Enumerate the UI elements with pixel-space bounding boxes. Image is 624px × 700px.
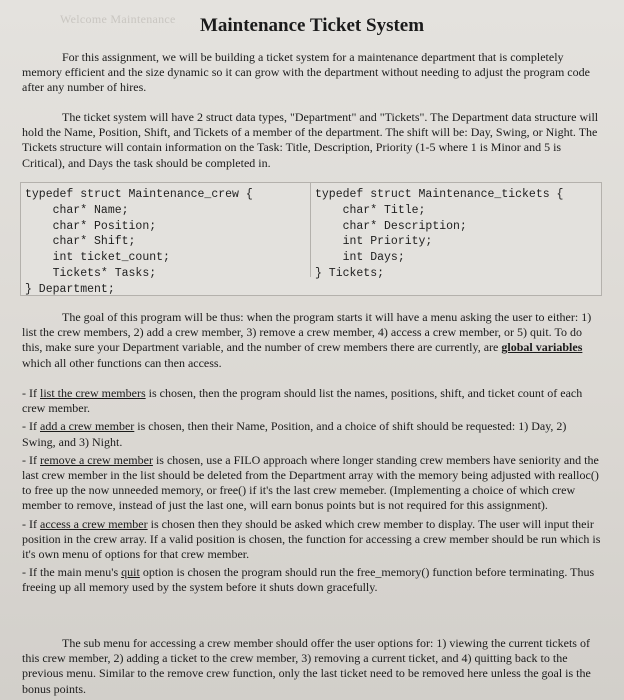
access-crew-link: access a crew member — [40, 516, 148, 531]
goal-paragraph — [22, 310, 602, 371]
global-variables-emphasis: global variables — [501, 340, 583, 355]
bullet-prefix: - If — [22, 419, 40, 434]
list-item — [22, 517, 602, 563]
bullet-prefix: - If the main menu's — [22, 565, 122, 580]
goal-tail: which all other functions can then access. — [22, 355, 222, 370]
crew-struct-code: typedef struct Maintenance_crew { char* Name; char* Position; char* Shift; int ticket_count; Tickets* Tasks; } Department; — [25, 188, 253, 296]
bullet-text: is chosen, then the program should list the names, positions, shift, and ticket count of each crew member. — [22, 386, 583, 416]
list-item — [22, 419, 602, 449]
list-item — [22, 386, 602, 416]
add-crew-link: add a crew member — [40, 419, 135, 434]
page-title: Maintenance Ticket System — [199, 15, 425, 36]
list-item — [22, 565, 602, 595]
code-table — [20, 182, 602, 296]
code-divider — [310, 183, 311, 277]
goal-text: The goal of this program will be thus: when the program starts it will have a menu asking the user to either: 1) list the crew members, 2) add a crew member, 3) remove a crew member, 4) access a crew member, or 5) quit. To do this, make sure your Department variable, and the number of crew members there are currently, are — [22, 310, 592, 355]
menu-option-list — [22, 386, 602, 599]
structs-paragraph: The ticket system will have 2 struct data types, "Department" and "Tickets". The Department data structure will hold the Name, Position, Shift, and Tickets of a member of the department. The shift will be: Day, Swing, or Night. The Tickets structure will contain information on the Task: Title, Description, Priority (1-5 where 1 is Minor and 5 is Critical), and Days the task should be completed in. — [22, 110, 599, 170]
quit-link: quit — [121, 565, 140, 580]
bullet-prefix: - If — [22, 516, 40, 531]
submenu-paragraph: The sub menu for accessing a crew member should offer the user options for: 1) viewing the current tickets of this crew member, 2) adding a ticket to the crew member, 3) removing a current ticket, and 4) quitting back to the previous menu. Similar to the remove crew function, only the last ticket need to be removed here unless the goal is the bonus points. — [22, 636, 591, 696]
bullet-prefix: - If — [22, 386, 40, 400]
list-crew-link: list the crew members — [40, 386, 146, 400]
remove-crew-link: remove a crew member — [40, 452, 153, 467]
intro-paragraph: For this assignment, we will be building a ticket system for a maintenance department that is completely memory efficient and the size dynamic so it can grow with the department without needing to adjust the program code after any number of hires. — [22, 50, 590, 95]
list-item — [22, 453, 602, 514]
bullet-text: option is chosen the program should run the free_memory() function before terminating. Thus freeing up all memory used by the system before it shuts down gracefully. — [22, 565, 595, 595]
bullet-text: is chosen, then their Name, Position, and a choice of shift should be requested: 1) Day, 2) Swing, and 3) Night. — [22, 419, 567, 449]
bullet-text: is chosen then they should be asked which crew member to display. The user will input their position in the crew array. If a valid position is chosen, the function for accessing a crew member should be run which is it's own menu of options for that crew member. — [22, 516, 601, 562]
tickets-struct-code: typedef struct Maintenance_tickets { char* Title; char* Description; int Priority; int Days; } Tickets; — [315, 188, 564, 280]
faint-header: Welcome Maintenance — [60, 12, 176, 26]
bullet-prefix: - If — [22, 452, 40, 467]
bullet-text: is chosen, use a FILO approach where longer standing crew members have seniority and the last crew member in the list should be deleted from the Department array with the memory being adjusted with realloc() to free up the now unneeded memory, or free() if it's the last crew memeber. (Implementing a choice of which crew member to remove, instead of just the last one, will earn bonus points but is not required for this assignment). — [22, 452, 599, 513]
